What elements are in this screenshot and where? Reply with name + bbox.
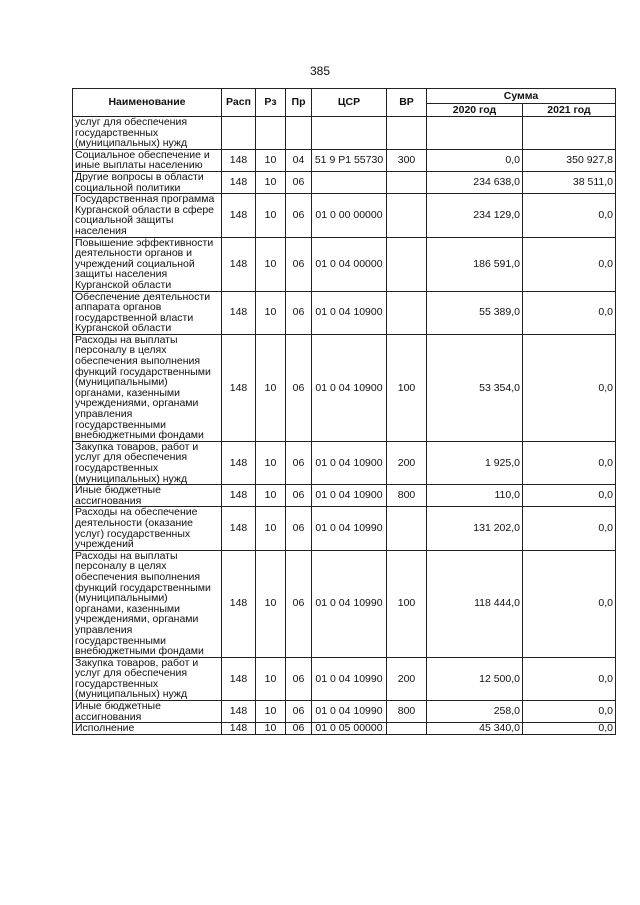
col-pr-header: Пр bbox=[286, 89, 312, 117]
cell-vr: 800 bbox=[387, 485, 427, 507]
cell-rz: 10 bbox=[256, 507, 286, 550]
col-2021-header: 2021 год bbox=[523, 104, 616, 117]
cell-rasp: 148 bbox=[222, 507, 256, 550]
cell-rz: 10 bbox=[256, 441, 286, 484]
table-row bbox=[73, 701, 616, 723]
cell-pr: 06 bbox=[286, 701, 312, 723]
cell-vr bbox=[387, 171, 427, 193]
table-row bbox=[73, 194, 616, 237]
cell-2020: 12 500,0 bbox=[427, 657, 523, 700]
cell-2021: 0,0 bbox=[523, 657, 616, 700]
cell-vr: 100 bbox=[387, 550, 427, 657]
cell-rz: 10 bbox=[256, 171, 286, 193]
col-rz-header: Рз bbox=[256, 89, 286, 117]
cell-rasp: 148 bbox=[222, 657, 256, 700]
cell-2020: 110,0 bbox=[427, 485, 523, 507]
col-2020-header: 2020 год bbox=[427, 104, 523, 117]
cell-rz bbox=[256, 117, 286, 150]
cell-2020: 234 129,0 bbox=[427, 194, 523, 237]
cell-vr bbox=[387, 723, 427, 735]
cell-csr: 01 0 04 10990 bbox=[312, 507, 387, 550]
cell-name: Повышение эффективности деятельности органов и учреждений социальной защиты населения Курганской области bbox=[73, 237, 222, 291]
table-body bbox=[73, 117, 616, 735]
table-row bbox=[73, 117, 616, 150]
cell-2020: 55 389,0 bbox=[427, 291, 523, 334]
cell-pr: 06 bbox=[286, 237, 312, 291]
cell-rasp: 148 bbox=[222, 723, 256, 735]
cell-name: Расходы на обеспечение деятельности (оказание услуг) государственных учреждений bbox=[73, 507, 222, 550]
cell-rz: 10 bbox=[256, 701, 286, 723]
cell-2021: 0,0 bbox=[523, 701, 616, 723]
cell-name: Закупка товаров, работ и услуг для обеспечения государственных (муниципальных) нужд bbox=[73, 657, 222, 700]
cell-2021: 0,0 bbox=[523, 723, 616, 735]
cell-csr: 01 0 04 10900 bbox=[312, 334, 387, 441]
cell-rz: 10 bbox=[256, 149, 286, 171]
cell-2020: 53 354,0 bbox=[427, 334, 523, 441]
cell-vr: 800 bbox=[387, 701, 427, 723]
cell-csr: 01 0 04 10990 bbox=[312, 550, 387, 657]
cell-2021: 0,0 bbox=[523, 441, 616, 484]
cell-rasp: 148 bbox=[222, 334, 256, 441]
cell-pr bbox=[286, 117, 312, 150]
cell-name: Расходы на выплаты персоналу в целях обеспечения выполнения функций государственными (муниципальными) органами, казенными учреждениями, органами управления государственными внебюджетными фондами bbox=[73, 334, 222, 441]
cell-name: Обеспечение деятельности аппарата органов государственной власти Курганской области bbox=[73, 291, 222, 334]
cell-rz: 10 bbox=[256, 194, 286, 237]
cell-2021: 0,0 bbox=[523, 550, 616, 657]
cell-csr: 01 0 05 00000 bbox=[312, 723, 387, 735]
cell-vr: 300 bbox=[387, 149, 427, 171]
cell-2021: 0,0 bbox=[523, 334, 616, 441]
col-name-header: Наименование bbox=[73, 89, 222, 117]
cell-2020: 118 444,0 bbox=[427, 550, 523, 657]
cell-csr: 01 0 04 10900 bbox=[312, 291, 387, 334]
cell-vr: 200 bbox=[387, 657, 427, 700]
col-csr-header: ЦСР bbox=[312, 89, 387, 117]
cell-2021: 0,0 bbox=[523, 507, 616, 550]
table-row bbox=[73, 485, 616, 507]
cell-2021: 0,0 bbox=[523, 194, 616, 237]
cell-pr: 04 bbox=[286, 149, 312, 171]
cell-csr bbox=[312, 171, 387, 193]
table-row bbox=[73, 149, 616, 171]
cell-2020: 45 340,0 bbox=[427, 723, 523, 735]
cell-pr: 06 bbox=[286, 334, 312, 441]
cell-csr: 01 0 04 10990 bbox=[312, 657, 387, 700]
cell-pr: 06 bbox=[286, 657, 312, 700]
cell-csr: 01 0 04 10900 bbox=[312, 441, 387, 484]
cell-rasp: 148 bbox=[222, 291, 256, 334]
cell-name: услуг для обеспечения государственных (муниципальных) нужд bbox=[73, 117, 222, 150]
cell-rz: 10 bbox=[256, 291, 286, 334]
cell-2021: 38 511,0 bbox=[523, 171, 616, 193]
cell-rz: 10 bbox=[256, 657, 286, 700]
cell-2020: 234 638,0 bbox=[427, 171, 523, 193]
cell-rz: 10 bbox=[256, 485, 286, 507]
cell-2020 bbox=[427, 117, 523, 150]
cell-rz: 10 bbox=[256, 550, 286, 657]
col-sum-header: Сумма bbox=[427, 89, 616, 104]
cell-vr bbox=[387, 237, 427, 291]
cell-2020: 1 925,0 bbox=[427, 441, 523, 484]
cell-rasp: 148 bbox=[222, 441, 256, 484]
cell-vr: 100 bbox=[387, 334, 427, 441]
cell-vr bbox=[387, 117, 427, 150]
cell-vr: 200 bbox=[387, 441, 427, 484]
cell-pr: 06 bbox=[286, 194, 312, 237]
cell-pr: 06 bbox=[286, 441, 312, 484]
cell-2021 bbox=[523, 117, 616, 150]
col-vr-header: ВР bbox=[387, 89, 427, 117]
table-row bbox=[73, 657, 616, 700]
table-row bbox=[73, 723, 616, 735]
cell-csr: 01 0 00 00000 bbox=[312, 194, 387, 237]
cell-2020: 131 202,0 bbox=[427, 507, 523, 550]
cell-csr: 01 0 04 10900 bbox=[312, 485, 387, 507]
cell-vr bbox=[387, 291, 427, 334]
cell-pr: 06 bbox=[286, 507, 312, 550]
cell-rz: 10 bbox=[256, 334, 286, 441]
col-rasp-header: Расп bbox=[222, 89, 256, 117]
header-row bbox=[73, 89, 616, 104]
budget-table bbox=[72, 88, 616, 735]
table-row bbox=[73, 507, 616, 550]
cell-pr: 06 bbox=[286, 485, 312, 507]
cell-name: Расходы на выплаты персоналу в целях обеспечения выполнения функций государственными (муниципальными) органами, казенными учреждениями, органами управления государственными внебюджетными фондами bbox=[73, 550, 222, 657]
cell-2020: 186 591,0 bbox=[427, 237, 523, 291]
cell-vr bbox=[387, 194, 427, 237]
table-row bbox=[73, 334, 616, 441]
cell-csr: 01 0 04 00000 bbox=[312, 237, 387, 291]
cell-name: Исполнение bbox=[73, 723, 222, 735]
table-row bbox=[73, 291, 616, 334]
cell-rasp: 148 bbox=[222, 550, 256, 657]
cell-csr: 01 0 04 10990 bbox=[312, 701, 387, 723]
table-row bbox=[73, 171, 616, 193]
table-row bbox=[73, 441, 616, 484]
cell-pr: 06 bbox=[286, 723, 312, 735]
cell-2021: 0,0 bbox=[523, 237, 616, 291]
cell-rasp: 148 bbox=[222, 149, 256, 171]
cell-rasp: 148 bbox=[222, 237, 256, 291]
page-number: 385 bbox=[309, 64, 331, 78]
cell-csr bbox=[312, 117, 387, 150]
cell-rasp: 148 bbox=[222, 485, 256, 507]
cell-rasp: 148 bbox=[222, 701, 256, 723]
cell-rz: 10 bbox=[256, 723, 286, 735]
cell-2021: 0,0 bbox=[523, 291, 616, 334]
cell-name: Закупка товаров, работ и услуг для обеспечения государственных (муниципальных) нужд bbox=[73, 441, 222, 484]
cell-name: Социальное обеспечение и иные выплаты населению bbox=[73, 149, 222, 171]
cell-2021: 0,0 bbox=[523, 485, 616, 507]
table-row bbox=[73, 550, 616, 657]
table-row bbox=[73, 237, 616, 291]
cell-name: Иные бюджетные ассигнования bbox=[73, 701, 222, 723]
cell-rasp: 148 bbox=[222, 171, 256, 193]
cell-rasp: 148 bbox=[222, 194, 256, 237]
cell-pr: 06 bbox=[286, 550, 312, 657]
cell-name: Иные бюджетные ассигнования bbox=[73, 485, 222, 507]
cell-name: Государственная программа Курганской области в сфере социальной защиты населения bbox=[73, 194, 222, 237]
cell-csr: 51 9 Р1 55730 bbox=[312, 149, 387, 171]
cell-pr: 06 bbox=[286, 291, 312, 334]
cell-rz: 10 bbox=[256, 237, 286, 291]
cell-2021: 350 927,8 bbox=[523, 149, 616, 171]
cell-2020: 0,0 bbox=[427, 149, 523, 171]
cell-vr bbox=[387, 507, 427, 550]
cell-2020: 258,0 bbox=[427, 701, 523, 723]
cell-pr: 06 bbox=[286, 171, 312, 193]
cell-rasp bbox=[222, 117, 256, 150]
cell-name: Другие вопросы в области социальной политики bbox=[73, 171, 222, 193]
